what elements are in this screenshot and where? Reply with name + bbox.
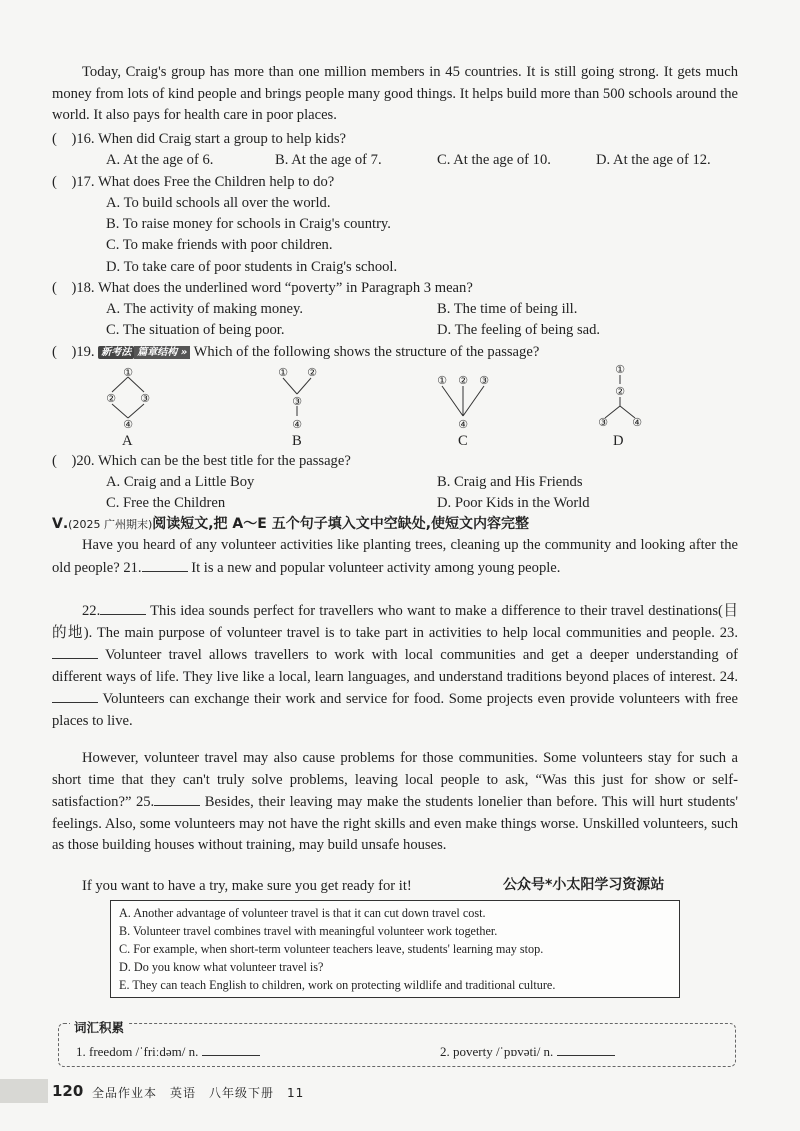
q17-option-b: B. To raise money for schools in Craig's country. (106, 216, 391, 232)
question-number: ( )17. (52, 174, 95, 190)
page-number: 120 (52, 1082, 84, 1100)
question-number: ( )20. (52, 453, 95, 469)
node-1: ① (278, 366, 288, 379)
q17-option-c: C. To make friends with poor children. (106, 237, 333, 253)
section-v-heading (52, 513, 529, 533)
blank-21[interactable] (142, 557, 188, 572)
vocab-item-2 (440, 1043, 615, 1060)
vocab-answer-blank[interactable] (202, 1043, 260, 1056)
blank-22[interactable] (100, 600, 146, 615)
node-2: ② (458, 374, 468, 387)
box-option-d: D. Do you know what volunteer travel is? (119, 960, 324, 974)
q17-option-a: A. To build schools all over the world. (106, 195, 331, 211)
node-3: ③ (140, 392, 150, 405)
node-2: ② (615, 385, 625, 398)
footer-bar (0, 1079, 48, 1103)
q18-option-c: C. The situation of being poor. (106, 322, 285, 338)
section-source: (2025 广州期末) (68, 518, 153, 531)
question-number: ( )16. (52, 131, 95, 147)
watermark-text: 公众号*小太阳学习资源站 (503, 877, 665, 893)
question-20 (52, 451, 351, 472)
node-4: ④ (292, 418, 302, 430)
vocab-item-1 (76, 1043, 260, 1060)
text: Volunteers can exchange their work and service for food. Some projects even provide volunteers with free places to live. (52, 691, 738, 729)
structure-diagram-b (270, 364, 326, 430)
structure-badge: 篇章结构 » (134, 346, 190, 359)
text: 22. (82, 603, 101, 619)
node-2: ② (106, 392, 116, 405)
question-17 (52, 172, 334, 193)
section-numeral: Ⅴ. (52, 516, 69, 532)
question-stem: When did Craig start a group to help kids? (97, 131, 346, 147)
q16-option-a: A. At the age of 6. (106, 152, 214, 168)
passage-final-paragraph: Today, Craig's group has more than one million members in 45 countries. It is still going strong. It gets much money from lots of kind people and brings people many good things. It helps build more than 500 schools around the world. It also pays for health care in poor places. (52, 64, 738, 124)
node-4: ④ (123, 418, 133, 430)
question-stem: What does Free the Children help to do? (97, 174, 335, 190)
diagram-label-c: C (458, 433, 468, 449)
q16-option-d: D. At the age of 12. (596, 152, 711, 168)
q16-option-c: C. At the age of 10. (437, 152, 551, 168)
question-number: ( )19. (52, 344, 95, 360)
sentence-options-box (110, 900, 680, 998)
new-method-badge: 新考法 (98, 346, 134, 359)
section-v-paragraph-3 (52, 748, 738, 857)
q16-option-b: B. At the age of 7. (275, 152, 382, 168)
structure-diagram-a (100, 364, 156, 430)
vocab-word: 2. poverty /ˈpɒvəti/ n. (440, 1044, 554, 1059)
node-1: ① (437, 374, 447, 387)
section-v-paragraph-4: If you want to have a try, make sure you get ready for it! (82, 878, 412, 894)
blank-24[interactable] (52, 688, 98, 703)
question-16 (52, 129, 346, 150)
question-18 (52, 278, 473, 299)
blank-23[interactable] (52, 644, 98, 659)
structure-diagram-c (432, 364, 498, 430)
box-option-e: E. They can teach English to children, work on protecting wildlife and traditional culture. (119, 978, 556, 992)
node-4: ④ (458, 418, 468, 430)
node-3: ③ (479, 374, 489, 387)
diagram-label-a: A (122, 433, 133, 449)
text: Volunteer travel allows travellers to work with local communities and get a deeper understanding of different ways of life. They live like a local, learn languages, and understand traditions beyond places of interest. 24. (52, 647, 738, 685)
blank-25[interactable] (154, 791, 200, 806)
text: It is a new and popular volunteer activity among young people. (187, 559, 561, 576)
q18-option-d: D. The feeling of being sad. (437, 322, 601, 338)
node-1: ① (615, 363, 625, 376)
node-4: ④ (632, 416, 642, 429)
q18-option-a: A. The activity of making money. (106, 301, 303, 317)
node-3: ③ (292, 395, 302, 408)
question-stem: Which of the following shows the structure of the passage? (193, 344, 540, 360)
vocabulary-title: 词汇积累 (70, 1018, 128, 1036)
diagram-label-d: D (613, 433, 624, 449)
section-v-paragraph-2 (52, 600, 738, 733)
box-option-c: C. For example, when short-term volunteer teachers leave, students' learning may stop. (119, 942, 544, 956)
structure-diagram-d (592, 362, 648, 430)
q20-option-d: D. Poor Kids in the World (437, 495, 590, 511)
text: Have you heard of any volunteer activities like planting trees, cleaning up the community and looking after the old people? 21. (52, 537, 738, 576)
section-v-paragraph-1 (52, 535, 738, 579)
box-option-a: A. Another advantage of volunteer travel is that it can cut down travel cost. (119, 906, 486, 920)
book-title: 全品作业本 英语 八年级下册 11 (92, 1086, 305, 1100)
q20-option-b: B. Craig and His Friends (437, 474, 583, 490)
node-2: ② (307, 366, 317, 379)
question-number: ( )18. (52, 280, 95, 296)
text: Besides, their leaving may make the students lonelier than before. This will hurt students' feelings. Also, some volunteers may not have the right skills and even make things worse. Unskilled volunteers, such as those building houses without training, may build unsafe houses. (52, 794, 738, 854)
question-19 (52, 342, 539, 363)
vocab-answer-blank[interactable] (557, 1043, 615, 1056)
q18-option-b: B. The time of being ill. (437, 301, 578, 317)
q17-option-d: D. To take care of poor students in Craig's school. (106, 259, 398, 275)
text: This idea sounds perfect for travellers who want to make a difference to their travel destinations(目的地). The main purpose of volunteer travel is to take part in activities to help local communities and people. 23. (52, 603, 738, 641)
box-option-b: B. Volunteer travel combines travel with meaningful volunteer work together. (119, 924, 498, 938)
q20-option-c: C. Free the Children (106, 495, 226, 511)
section-instruction: 阅读短文,把 A～E 五个句子填入文中空缺处,使短文内容完整 (152, 516, 530, 532)
node-3: ③ (598, 416, 608, 429)
diagram-label-b: B (292, 433, 302, 449)
node-1: ① (123, 366, 133, 379)
text: However, volunteer travel may also cause problems for those communities. Some volunteers stay for such a short time that they can't truly solve problems, leaving local people to ask, “Was this just for show or self-satisfaction?” 25. (52, 750, 738, 811)
q20-option-a: A. Craig and a Little Boy (106, 474, 255, 490)
vocab-word: 1. freedom /ˈfriːdəm/ n. (76, 1044, 199, 1059)
question-stem: Which can be the best title for the passage? (97, 453, 351, 469)
question-stem: What does the underlined word “poverty” in Paragraph 3 mean? (97, 280, 473, 296)
